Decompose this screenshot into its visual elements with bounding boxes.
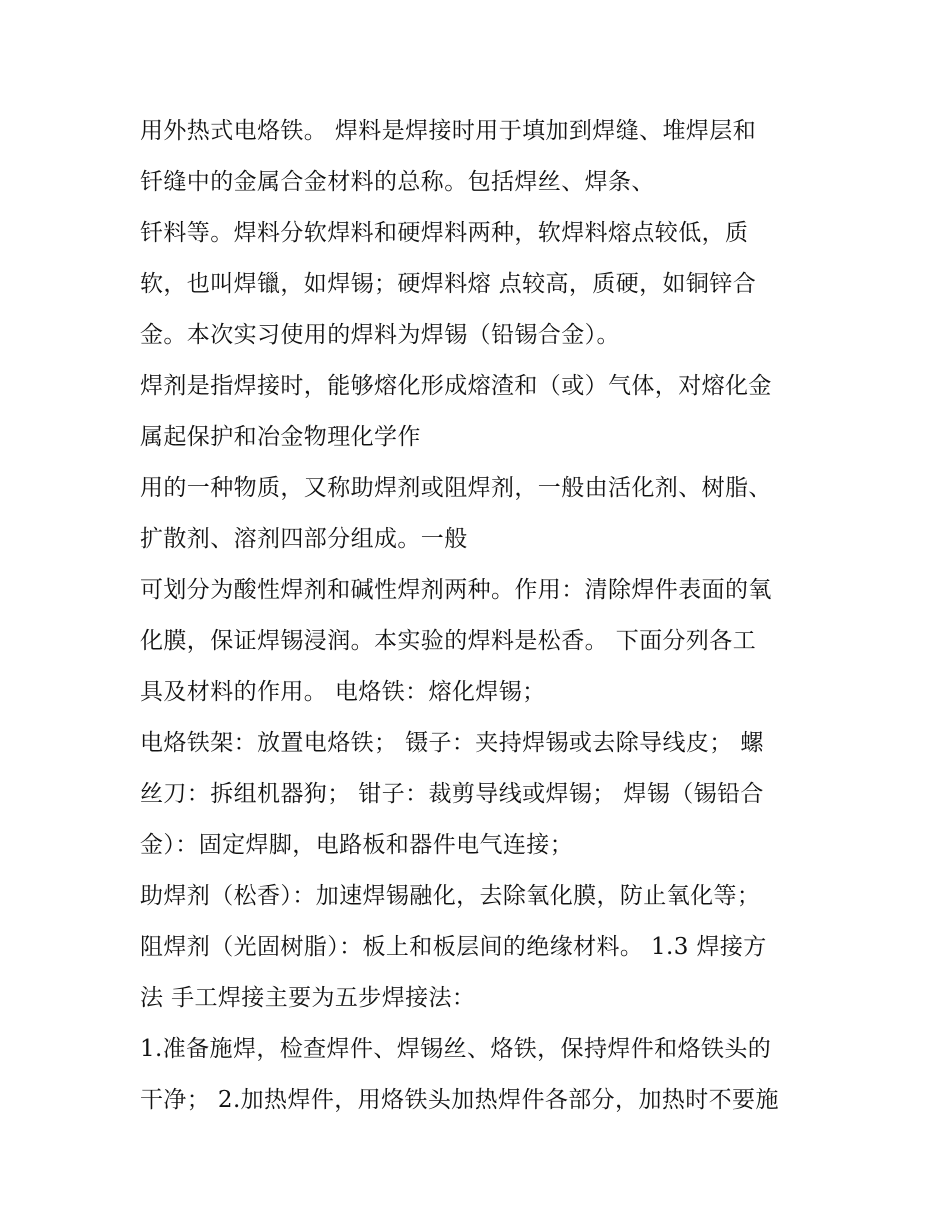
text-line: 扩散剂、溶剂四部分组成。一般 — [140, 526, 468, 552]
text-line: 用的一种物质，又称助焊剂或阻焊剂，一般由活化剂、树脂、 — [140, 475, 772, 501]
text-line: 用外热式电烙铁。 焊料是焊接时用于填加到焊缝、堆焊层和 — [140, 118, 757, 144]
text-line: 可划分为酸性焊剂和碱性焊剂两种。作用：清除焊件表面的氧 — [140, 577, 772, 603]
text-line: 钎料等。焊料分软焊料和硬焊料两种，软焊料熔点较低，质 — [140, 220, 749, 246]
text-line: 丝刀：拆组机器狗； 钳子：裁剪导线或焊锡； 焊锡（锡铅合 — [140, 781, 764, 807]
text-line: 法 手工焊接主要为五步焊接法： — [140, 985, 476, 1011]
text-line: 软，也叫焊镴，如焊锡；硬焊料熔 点较高，质硬，如铜锌合 — [140, 271, 757, 297]
document-body — [140, 106, 830, 1126]
text-line: 电烙铁架：放置电烙铁； 镊子：夹持焊锡或去除导线皮； 螺 — [140, 730, 764, 756]
text-line: 焊剂是指焊接时，能够熔化形成熔渣和（或）气体，对熔化金 — [140, 373, 772, 399]
text-line: 具及材料的作用。 电烙铁：熔化焊锡； — [140, 679, 546, 705]
text-line: 金）：固定焊脚，电路板和器件电气连接； — [140, 832, 574, 858]
text-line: 属起保护和冶金物理化学作 — [140, 424, 421, 450]
text-line: 钎缝中的金属合金材料的总称。包括焊丝、焊条、 — [140, 169, 655, 195]
text-line: 化膜，保证焊锡浸润。本实验的焊料是松香。 下面分列各工 — [140, 628, 757, 654]
text-line: 1.准备施焊，检查焊件、焊锡丝、烙铁，保持焊件和烙铁头的 — [140, 1036, 772, 1062]
text-line: 阻焊剂（光固树脂）：板上和板层间的绝缘材料。 1.3 焊接方 — [140, 934, 767, 960]
text-line: 助焊剂（松香）：加速焊锡融化，去除氧化膜，防止氧化等； — [140, 883, 761, 909]
text-line: 干净； 2.加热焊件，用烙铁头加热焊件各部分，加热时不要施 — [140, 1087, 779, 1113]
text-line: 金。本次实习使用的焊料为焊锡（铅锡合金）。 — [140, 322, 620, 348]
